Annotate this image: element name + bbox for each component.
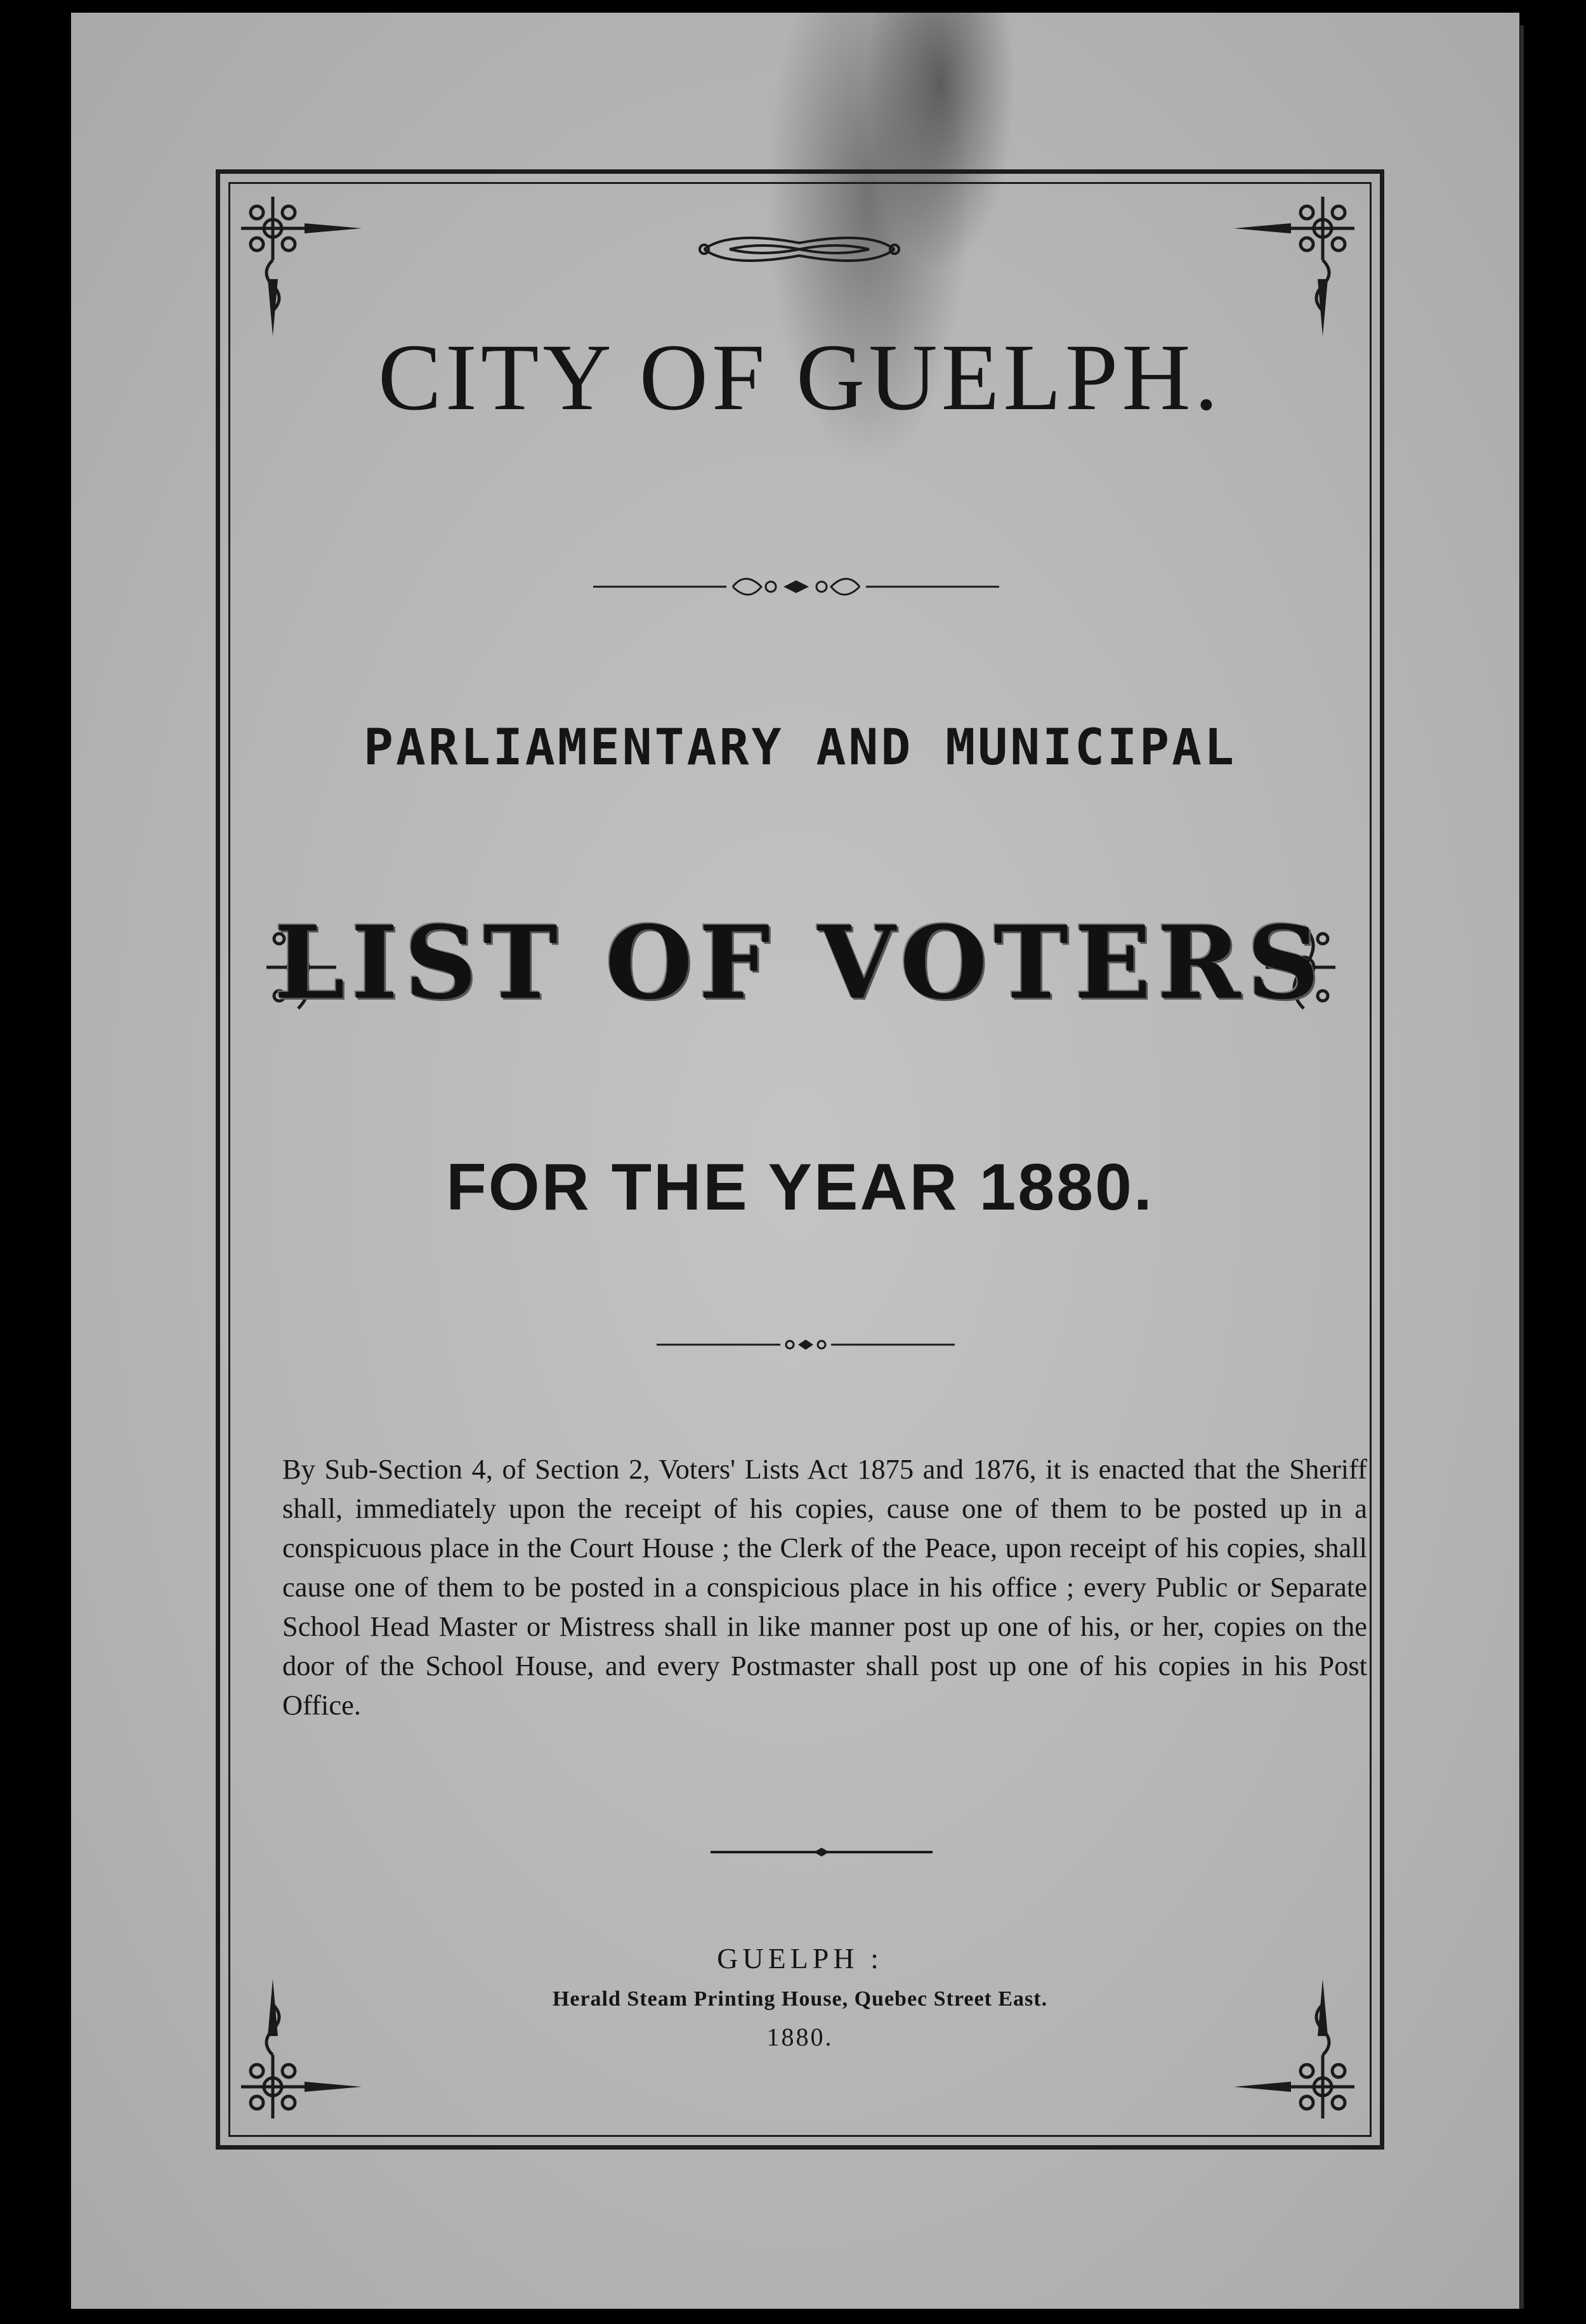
- title-divider-ornament: [587, 568, 1006, 606]
- corner-ornament-top-right: [1215, 184, 1367, 343]
- page-edge-line: [1520, 25, 1524, 2309]
- top-flourish-ornament: [691, 225, 907, 273]
- page-title: CITY OF GUELPH.: [377, 325, 1222, 430]
- imprint-divider-ornament: [707, 1843, 936, 1862]
- enactment-paragraph: By Sub-Section 4, of Section 2, Voters' Lists Act 1875 and 1876, it is enacted that the Sheriff shall, immediately upon the receipt of his copies, cause one of them to be posted up in a conspicuous place in the Court House ; the Clerk of the Peace, upon receipt of his copies, shall cause one of them to be posted in a conspicious place in his office ; every Public or Separate School Head Master or Mistress shall in like manner post up one of his, or her, copies on the door of the School House, and every Postmaster shall post up one of his copies in his Post Office.: [282, 1453, 1367, 1721]
- imprint-publisher: Herald Steam Printing House, Quebec Street East.: [552, 1987, 1048, 2011]
- year-divider-ornament: [653, 1332, 958, 1357]
- corner-ornament-top-left: [228, 184, 381, 343]
- year-heading: FOR THE YEAR 1880.: [446, 1151, 1154, 1224]
- imprint-year: 1880.: [766, 2023, 834, 2051]
- subtitle: PARLIAMENTARY AND MUNICIPAL: [364, 719, 1236, 776]
- decorative-banner-title: LIST OF VOTERS: [274, 904, 1326, 1022]
- imprint-place: GUELPH :: [717, 1942, 883, 1975]
- scan-edge: [1519, 0, 1586, 2324]
